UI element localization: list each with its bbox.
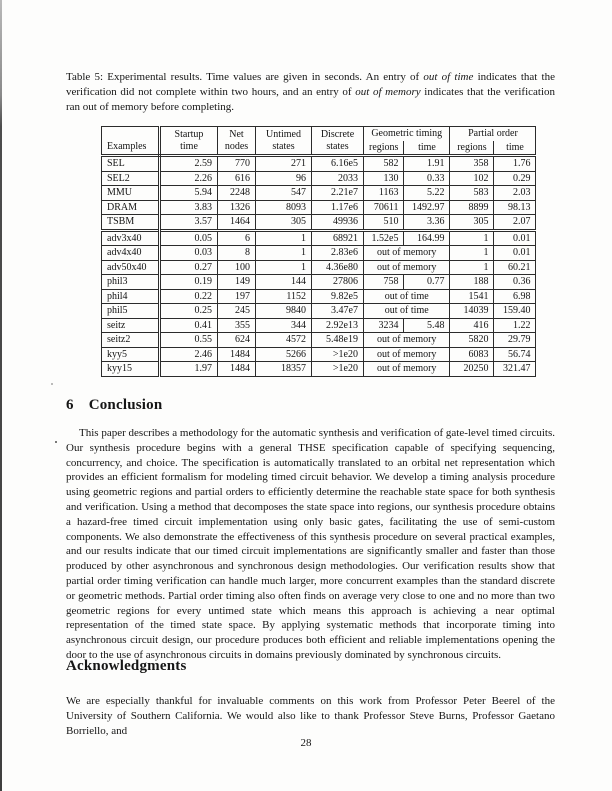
value-cell: 1 [256, 260, 312, 275]
value-cell: 100 [218, 260, 256, 275]
value-cell: 5266 [256, 347, 312, 362]
acknowledgments-heading [66, 658, 187, 675]
value-cell: 159.40 [494, 304, 536, 319]
value-cell: 8093 [256, 200, 312, 215]
value-cell: 770 [218, 156, 256, 172]
scan-speck [51, 383, 53, 385]
experimental-results-table [101, 126, 536, 377]
value-cell: 2033 [312, 171, 364, 186]
value-cell: 18357 [256, 362, 312, 377]
value-cell: 271 [256, 156, 312, 172]
value-cell: 0.25 [160, 304, 218, 319]
example-name-cell: SEL2 [102, 171, 160, 186]
spanning-status-cell: out of memory [364, 260, 450, 275]
value-cell: 0.27 [160, 260, 218, 275]
example-name-cell: seitz2 [102, 333, 160, 348]
value-cell: 0.41 [160, 318, 218, 333]
column-header: Startup time [160, 127, 218, 156]
value-cell: 2.07 [494, 215, 536, 231]
value-cell: 1484 [218, 347, 256, 362]
table-body [102, 156, 536, 377]
column-subheader: regions [364, 141, 404, 156]
value-cell: 144 [256, 275, 312, 290]
value-cell: 3.36 [404, 215, 450, 231]
value-cell: 245 [218, 304, 256, 319]
column-header: Net nodes [218, 127, 256, 156]
table-row [102, 318, 536, 333]
value-cell: 149 [218, 275, 256, 290]
value-cell: 1152 [256, 289, 312, 304]
scan-speck [55, 441, 57, 443]
value-cell: 1.52e5 [364, 230, 404, 246]
table-row [102, 246, 536, 261]
value-cell: 416 [450, 318, 494, 333]
example-name-cell: SEL [102, 156, 160, 172]
example-name-cell: kyy15 [102, 362, 160, 377]
spanning-status-cell: out of memory [364, 333, 450, 348]
value-cell: 0.55 [160, 333, 218, 348]
conclusion-heading [66, 397, 162, 414]
spanning-status-cell: out of memory [364, 362, 450, 377]
value-cell: 130 [364, 171, 404, 186]
value-cell: 1 [256, 246, 312, 261]
value-cell: 1492.97 [404, 200, 450, 215]
example-name-cell: TSBM [102, 215, 160, 231]
value-cell: 4572 [256, 333, 312, 348]
page-number: 28 [300, 737, 312, 749]
example-name-cell: seitz [102, 318, 160, 333]
column-subheader: time [494, 141, 536, 156]
value-cell: 56.74 [494, 347, 536, 362]
value-cell: 3.57 [160, 215, 218, 231]
caption-text: indicates that the verification ran out of memory before completing. [66, 86, 555, 113]
value-cell: 583 [450, 186, 494, 201]
value-cell: 1163 [364, 186, 404, 201]
section-title: Conclusion [88, 397, 163, 413]
value-cell: 2.92e13 [312, 318, 364, 333]
section-title: Acknowledgments [66, 658, 187, 674]
example-name-cell: adv50x40 [102, 260, 160, 275]
example-name-cell: DRAM [102, 200, 160, 215]
value-cell: 96 [256, 171, 312, 186]
table-row [102, 200, 536, 215]
value-cell: 582 [364, 156, 404, 172]
example-name-cell: kyy5 [102, 347, 160, 362]
table-row [102, 260, 536, 275]
value-cell: 2.83e6 [312, 246, 364, 261]
value-cell: 20250 [450, 362, 494, 377]
caption-text: Table 5: Experimental results. Time values are given in seconds. An entry of [66, 71, 424, 83]
column-header: Discrete states [312, 127, 364, 156]
value-cell: >1e20 [312, 347, 364, 362]
scan-edge-artifact [0, 0, 2, 791]
value-cell: 355 [218, 318, 256, 333]
value-cell: 164.99 [404, 230, 450, 246]
example-name-cell: MMU [102, 186, 160, 201]
value-cell: 3.47e7 [312, 304, 364, 319]
value-cell: 616 [218, 171, 256, 186]
spanning-status-cell: out of time [364, 289, 450, 304]
value-cell: 321.47 [494, 362, 536, 377]
value-cell: 305 [256, 215, 312, 231]
table-row [102, 333, 536, 348]
value-cell: 1.97 [160, 362, 218, 377]
value-cell: 1 [256, 230, 312, 246]
value-cell: 5820 [450, 333, 494, 348]
column-header-examples: Examples [102, 127, 160, 156]
value-cell: 1464 [218, 215, 256, 231]
value-cell: 2248 [218, 186, 256, 201]
value-cell: 98.13 [494, 200, 536, 215]
section-number: 6 [66, 397, 74, 413]
value-cell: 5.22 [404, 186, 450, 201]
column-group-header: Partial order [450, 127, 536, 141]
value-cell: 305 [450, 215, 494, 231]
table-row [102, 171, 536, 186]
value-cell: 5.48e19 [312, 333, 364, 348]
table-row [102, 304, 536, 319]
example-name-cell: adv4x40 [102, 246, 160, 261]
example-name-cell: adv3x40 [102, 230, 160, 246]
value-cell: 6083 [450, 347, 494, 362]
column-group-header: Geometric timing [364, 127, 450, 141]
value-cell: 3234 [364, 318, 404, 333]
value-cell: 2.46 [160, 347, 218, 362]
value-cell: 1.91 [404, 156, 450, 172]
column-subheader: regions [450, 141, 494, 156]
value-cell: 758 [364, 275, 404, 290]
value-cell: 9840 [256, 304, 312, 319]
spanning-status-cell: out of memory [364, 347, 450, 362]
acknowledgments-paragraph: We are especially thankful for invaluable comments on this work from Professor Peter Beerel of the University of Southern California. We would also like to thank Professor Steve Burns, Professor Gaetano Borriello, and [66, 695, 555, 737]
value-cell: 1484 [218, 362, 256, 377]
table-row [102, 215, 536, 231]
table-row [102, 156, 536, 172]
value-cell: 6.16e5 [312, 156, 364, 172]
value-cell: 2.03 [494, 186, 536, 201]
value-cell: 9.82e5 [312, 289, 364, 304]
column-header: Untimed states [256, 127, 312, 156]
value-cell: 27806 [312, 275, 364, 290]
value-cell: 1.22 [494, 318, 536, 333]
value-cell: 624 [218, 333, 256, 348]
value-cell: 188 [450, 275, 494, 290]
value-cell: 197 [218, 289, 256, 304]
value-cell: 49936 [312, 215, 364, 231]
example-name-cell: phil5 [102, 304, 160, 319]
value-cell: 1 [450, 230, 494, 246]
value-cell: 0.01 [494, 230, 536, 246]
value-cell: 5.94 [160, 186, 218, 201]
value-cell: 344 [256, 318, 312, 333]
value-cell: 102 [450, 171, 494, 186]
table-row [102, 230, 536, 246]
value-cell: 0.29 [494, 171, 536, 186]
value-cell: 0.19 [160, 275, 218, 290]
value-cell: 68921 [312, 230, 364, 246]
value-cell: 0.03 [160, 246, 218, 261]
caption-text: indicates that the verification did not complete within two hours, and an entry of [66, 71, 555, 98]
value-cell: 14039 [450, 304, 494, 319]
value-cell: 2.59 [160, 156, 218, 172]
value-cell: 4.36e80 [312, 260, 364, 275]
value-cell: 1541 [450, 289, 494, 304]
value-cell: 70611 [364, 200, 404, 215]
table-caption [66, 70, 555, 115]
value-cell: 60.21 [494, 260, 536, 275]
table-row [102, 362, 536, 377]
value-cell: >1e20 [312, 362, 364, 377]
value-cell: 2.21e7 [312, 186, 364, 201]
value-cell: 3.83 [160, 200, 218, 215]
value-cell: 1326 [218, 200, 256, 215]
table-row [102, 289, 536, 304]
example-name-cell: phil4 [102, 289, 160, 304]
value-cell: 1 [450, 246, 494, 261]
value-cell: 6 [218, 230, 256, 246]
value-cell: 0.22 [160, 289, 218, 304]
caption-italic-out-of-time: out of time [423, 71, 474, 83]
table-row [102, 275, 536, 290]
value-cell: 358 [450, 156, 494, 172]
value-cell: 0.01 [494, 246, 536, 261]
value-cell: 2.26 [160, 171, 218, 186]
value-cell: 1.17e6 [312, 200, 364, 215]
value-cell: 510 [364, 215, 404, 231]
example-name-cell: phil3 [102, 275, 160, 290]
value-cell: 1.76 [494, 156, 536, 172]
conclusion-paragraph: This paper describes a methodology for the automatic synthesis and verification of gate-level timed circuits. Our synthesis procedure begins with a general THSE specification capable of specifying sequencing, concurrency, and choice. The specification is automatically translated to an orbital net representation which provides an efficient formalism for modeling timed circuit behavior. We develop a timing analysis procedure using geometric regions and partial orders to efficiently determine the reachable state space for both synthesis and verification. Using a method that decomposes the state space into regions, our synthesis procedure obtains a hazard-free timed circuit implementation using only basic gates, facilitating the use of semi-custom components. We also demonstrate the effectiveness of this synthesis procedure on several practical examples, and our results indicate that our timed circuit implementations are significantly smaller and faster than those produced by other asynchronous and synchronous design methodologies. Our verification results show that partial order timing verification can handle much larger, more concurrent examples than the standard discrete or geometric methods. Partial order timing also often finds on average very close to one and no more than two geometric regions for every untimed state which means this approach is achieving a near optimal representation of the timed state space. By applying systematic methods that incorporate timing into asynchronous circuit design, our procedure produces both efficient and reliable implementations opening the door to the use of asynchronous circuits in domains previously dominated by synchronous circuits. [66, 427, 555, 661]
experimental-results-table-wrap [101, 126, 536, 377]
value-cell: 547 [256, 186, 312, 201]
value-cell: 8 [218, 246, 256, 261]
value-cell: 6.98 [494, 289, 536, 304]
spanning-status-cell: out of time [364, 304, 450, 319]
caption-italic-out-of-memory: out of memory [355, 86, 421, 98]
table-header [102, 127, 536, 156]
value-cell: 0.77 [404, 275, 450, 290]
value-cell: 0.33 [404, 171, 450, 186]
value-cell: 8899 [450, 200, 494, 215]
spanning-status-cell: out of memory [364, 246, 450, 261]
table-row [102, 347, 536, 362]
table-row [102, 186, 536, 201]
value-cell: 29.79 [494, 333, 536, 348]
column-subheader: time [404, 141, 450, 156]
value-cell: 5.48 [404, 318, 450, 333]
value-cell: 0.05 [160, 230, 218, 246]
value-cell: 1 [450, 260, 494, 275]
value-cell: 0.36 [494, 275, 536, 290]
